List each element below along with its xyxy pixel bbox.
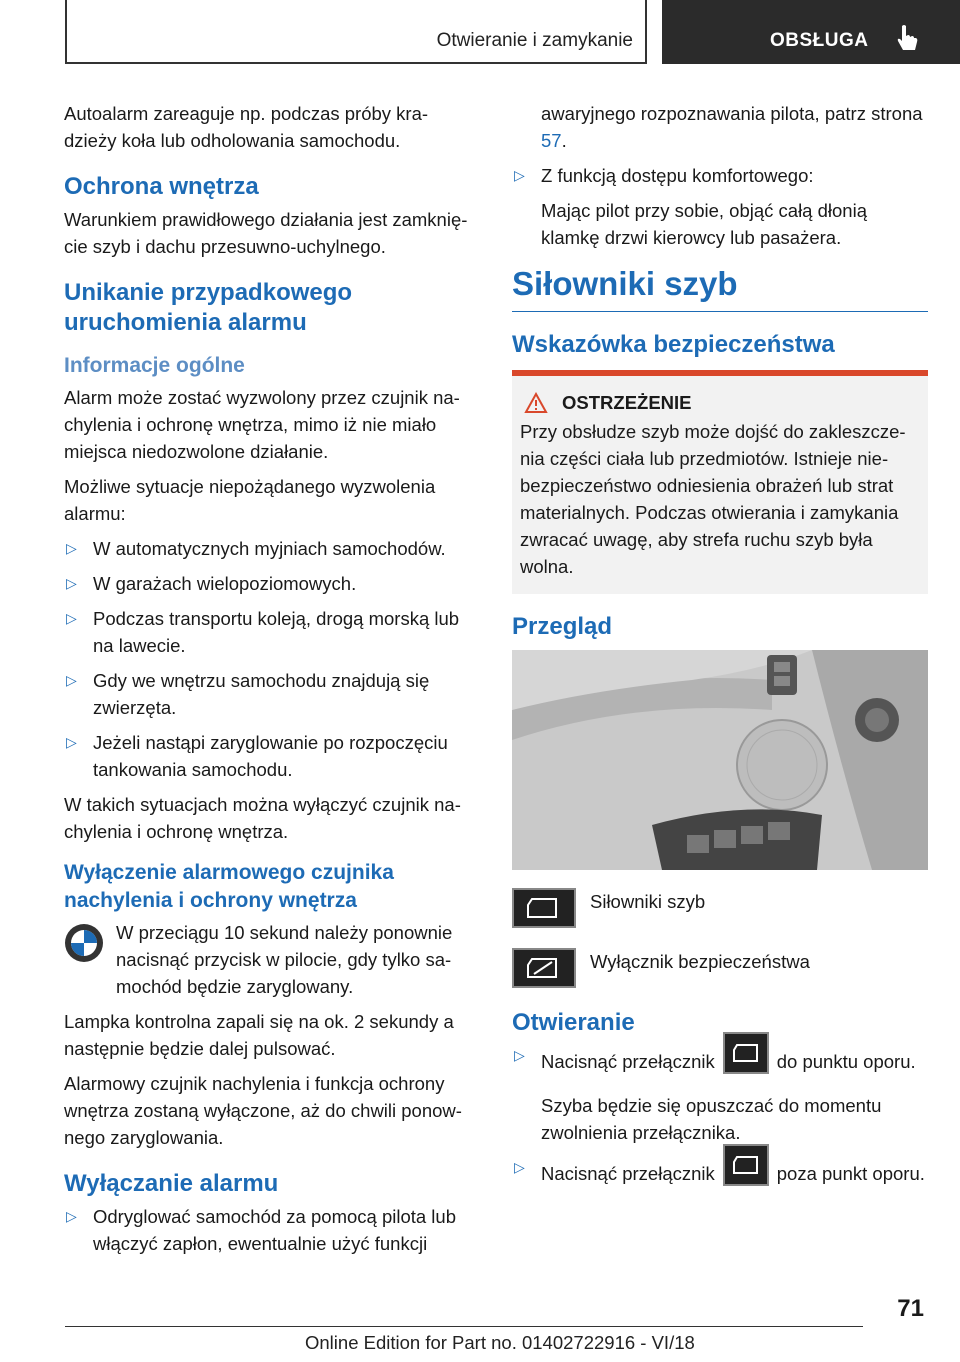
list-item: ▷ Podczas transportu koleją, drogą morską lub na lawecie.: [64, 605, 474, 659]
legend-label: Wyłącznik bezpieczeństwa: [590, 951, 810, 972]
edition-footer: Online Edition for Part no. 01402722916 - VI/18: [305, 1332, 695, 1353]
opening-list-2: [512, 1154, 928, 1196]
after-list-text: W takich sytuacjach można wyłączyć czujnik nachylenia i ochronę wnętrza.: [64, 794, 461, 842]
overview-heading: Przegląd: [512, 613, 613, 640]
safety-switch-icon: [512, 948, 576, 988]
left-column: [64, 100, 474, 1265]
lamp-text: Lampka kontrolna zapali się na ok. 2 sekundy a następnie będzie dalej pulsować.: [64, 1011, 454, 1059]
switch-off-alarm-heading: Wyłączanie alarmu: [64, 1170, 279, 1197]
header-frame: [65, 0, 647, 64]
triangle-bullet-icon: ▷: [66, 610, 77, 626]
list-item: ▷ Z funkcją dostępu komfortowego:: [512, 162, 928, 189]
list-item: ▷ Nacisnąć przełącznik poza punkt oporu.: [512, 1154, 928, 1196]
triangle-bullet-icon: ▷: [66, 1208, 77, 1224]
warning-text: Przy obsłudze szyb może dojść do zakleszczenia części ciała lub przedmiotów. Istnieje niebezpieczeństwo odniesienia obrażeń lub strat materialnych. Podczas otwierania i zamykania zwracać uwagę, aby strefa ruchu szyb była wolna.: [520, 421, 906, 577]
warning-box: [512, 370, 928, 594]
triangle-bullet-icon: ▷: [514, 1047, 525, 1063]
legend-label: Siłowniki szyb: [590, 891, 706, 912]
disable-sensor-text: W przeciągu 10 sekund należy ponownie nacisnąć przycisk w pilocie, gdy tylko samochód będzie zaryglowany.: [64, 919, 474, 1000]
footer-divider: [65, 1326, 863, 1327]
legend-row: [512, 888, 928, 928]
window-switch-icon: [512, 888, 576, 928]
legend-row: [512, 948, 928, 988]
triangle-bullet-icon: ▷: [66, 575, 77, 591]
remote-key-logo-icon: [64, 923, 104, 970]
list-item: ▷ Jeżeli nastąpi zaryglowanie po rozpoczęciu tankowania samochodu.: [64, 729, 474, 783]
opening-list: [512, 1042, 928, 1084]
section-title: Otwieranie i zamykanie: [436, 30, 633, 51]
warning-triangle-icon: [524, 392, 548, 414]
opening-text: Szyba będzie się opuszczać do momentu zwolnienia przełącznika.: [541, 1095, 882, 1143]
list-item: ▷ W automatycznych myjniach samochodów.: [64, 535, 474, 562]
chapter-tab-label: OBSŁUGA: [770, 30, 869, 51]
avoid-alarm-heading: Unikanie przypadkowego uruchomienia alarmu: [64, 279, 353, 336]
comfort-text: Mając pilot przy sobie, objąć całą dłonią klamkę drzwi kierowcy lub pasażera.: [541, 200, 867, 248]
list-item: ▷ Gdy we wnętrzu samochodu znajdują się zwierzęta.: [64, 667, 474, 721]
continued-text: awaryjnego rozpoznawania pilota, patrz strona 57.: [541, 103, 923, 151]
right-column: [512, 100, 928, 1204]
general-info-heading: Informacje ogólne: [64, 354, 245, 377]
page-reference-link[interactable]: 57: [541, 130, 562, 151]
hand-pointer-icon: [896, 24, 918, 57]
warning-title: OSTRZEŻENIE: [520, 392, 920, 414]
possible-situations-text: Możliwe sytuacje niepożądanego wyzwolenia alarmu:: [64, 476, 436, 524]
situations-list: [64, 535, 474, 783]
chapter-tab[interactable]: [662, 0, 960, 64]
triangle-bullet-icon: ▷: [514, 1159, 525, 1175]
opening-heading: Otwieranie: [512, 1009, 635, 1036]
window-switch-icon: [723, 1032, 769, 1074]
triangle-bullet-icon: ▷: [514, 167, 525, 183]
list-item: ▷ Nacisnąć przełącznik do punktu oporu.: [512, 1042, 928, 1084]
window-lifts-heading: Siłowniki szyb: [512, 265, 928, 312]
alarm-intro: Autoalarm zareaguje np. podczas próby kradzieży koła lub odholowania samochodu.: [64, 103, 429, 151]
window-switch-icon: [723, 1144, 769, 1186]
safety-heading: Wskazówka bezpieczeństwa: [512, 331, 835, 358]
triangle-bullet-icon: ▷: [66, 672, 77, 688]
general-info-text: Alarm może zostać wyzwolony przez czujnik nachylenia i ochronę wnętrza, mimo iż nie miało miejsca niedozwolone działanie.: [64, 387, 460, 462]
switch-off-list: [64, 1203, 474, 1257]
disable-sensor-heading: Wyłączenie alarmowego czujnika nachylenia i ochrony wnętrza: [64, 861, 394, 912]
list-item: ▷ Odryglować samochód za pomocą pilota lub włączyć zapłon, ewentualnie użyć funkcji: [64, 1203, 474, 1257]
page-number: 71: [897, 1295, 924, 1322]
door-panel-photo: [512, 650, 928, 870]
sensor-off-text: Alarmowy czujnik nachylenia i funkcja ochrony wnętrza zostaną wyłączone, aż do chwili ponownego zaryglowania.: [64, 1073, 462, 1148]
interior-text: Warunkiem prawidłowego działania jest zamknięcie szyb i dachu przesuwno-uchylnego.: [64, 209, 468, 257]
interior-heading: Ochrona wnętrza: [64, 173, 259, 200]
triangle-bullet-icon: ▷: [66, 734, 77, 750]
triangle-bullet-icon: ▷: [66, 540, 77, 556]
comfort-list: [512, 162, 928, 189]
list-item: ▷ W garażach wielopoziomowych.: [64, 570, 474, 597]
